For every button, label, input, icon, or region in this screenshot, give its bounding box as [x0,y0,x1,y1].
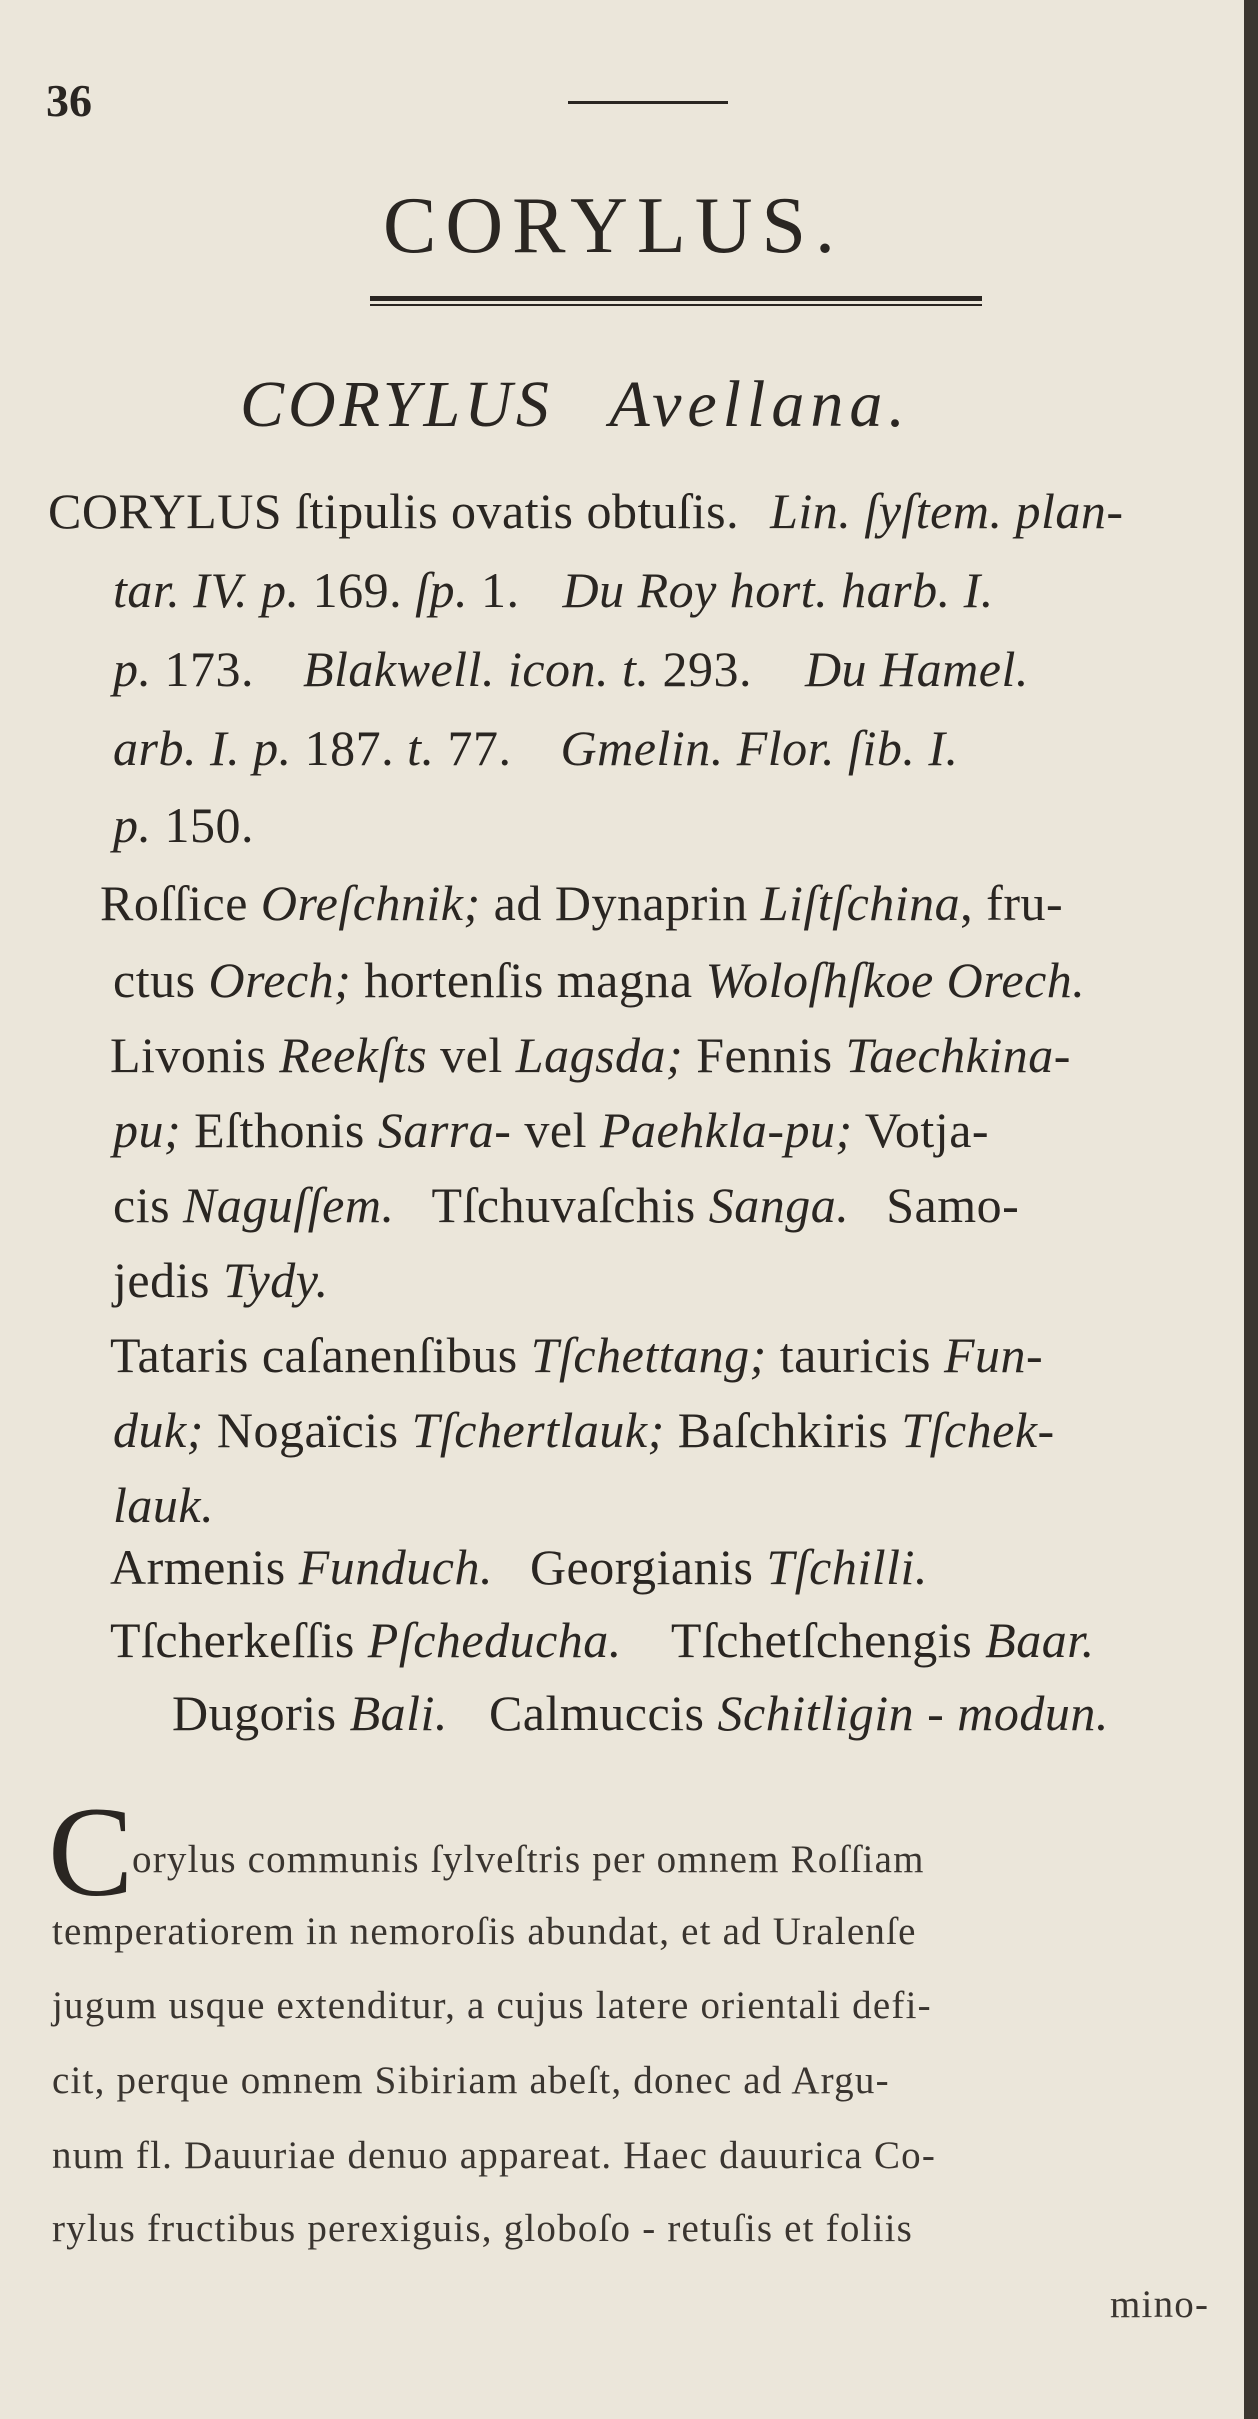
language-name: Dugoris [172,1685,337,1741]
language-name: Nogaïcis [216,1402,399,1458]
synonym-text: CORYLUS ſtipulis ovatis obtuſis. [48,483,740,539]
vernacular-name: Bali. [349,1685,448,1741]
drop-cap: C [48,1781,134,1923]
synonym-citation: p. [113,641,152,697]
vernacular-text: vel [440,1027,503,1083]
vernacular-name: Baar. [985,1612,1095,1668]
vernacular-line [113,1402,1055,1458]
vernacular-line [110,1539,928,1595]
synonym-number: 173. [164,641,254,697]
synonymy-line [113,562,994,618]
catchword: mino- [1110,2283,1210,2326]
synonym-number: 187. [304,720,395,776]
vernacular-name: duk; [113,1402,204,1458]
vernacular-text: ctus [113,952,196,1008]
vernacular-name: Tſchettang; [530,1327,767,1383]
synonymy-line [113,797,254,853]
vernacular-line [113,1252,329,1308]
vernacular-line [110,1612,1095,1668]
vernacular-line [110,1027,1071,1083]
language-name: Roſſice [100,875,248,931]
language-name: Armenis [110,1539,286,1595]
paragraph-line: temperatiorem in nemoroſis abundat, et ad Uralenſe [52,1910,917,1953]
vernacular-name: Woloſhſkoe Orech. [705,952,1086,1008]
vernacular-name: Taechkina- [845,1027,1071,1083]
vernacular-name: Oreſchnik; [260,875,481,931]
synonym-citation: Gmelin. Flor. ſib. I. [560,720,959,776]
synonym-citation: Du Hamel. [804,641,1029,697]
language-name: ad Dynaprin [493,875,748,931]
synonym-citation: Du Roy hort. harb. I. [562,562,994,618]
language-name: Samo- [886,1177,1020,1233]
vernacular-name: pu; [113,1102,182,1158]
language-name: Fennis [696,1027,833,1083]
language-name: Tataris caſanenſibus [110,1327,518,1383]
synonym-citation: Lin. ſyſtem. plan- [770,483,1124,539]
vernacular-text: , fru- [960,875,1064,931]
language-name: Tſchetſchengis [670,1612,973,1668]
vernacular-name: Schitligin - modun. [717,1685,1109,1741]
vernacular-line [113,1102,990,1158]
vernacular-name: Tſchek- [901,1402,1055,1458]
vernacular-name: lauk. [113,1477,215,1533]
vernacular-line [172,1685,1109,1741]
synonym-citation: ſp. [415,562,468,618]
synonymy-line [113,641,1029,697]
title-double-rule-bottom [370,304,982,306]
vernacular-text: hortenſis magna [364,952,693,1008]
paragraph-line: rylus fructibus perexiguis, globoſo - retuſis et foliis [52,2207,914,2250]
synonym-citation: p. [113,797,152,853]
synonym-number: 150. [164,797,254,853]
language-name: Baſchkiris [677,1402,889,1458]
vernacular-name: Tſchilli. [766,1539,928,1595]
vernacular-name: Paehkla-pu; [600,1102,853,1158]
language-name: Livonis [110,1027,267,1083]
header-rule [568,101,728,104]
vernacular-line [100,875,1064,931]
synonym-citation: tar. IV. p. [113,562,300,618]
paragraph-line: num fl. Dauuriae denuo appareat. Haec dauurica Co- [52,2134,937,2177]
language-name: Georgianis [529,1539,754,1595]
paragraph-line: orylus communis ſylveſtris per omnem Roſſiam [132,1838,925,1881]
synonym-number: 169. [312,562,403,618]
paragraph-line: jugum usque extenditur, a cujus latere orientali defi- [52,1984,932,2027]
vernacular-name: Funduch. [298,1539,493,1595]
title-double-rule-top [370,296,982,301]
language-name: cis [113,1177,171,1233]
vernacular-text: vel [524,1102,588,1158]
language-name: Votja- [864,1102,990,1158]
species-epithet: Avellana. [609,368,911,441]
page-number: 36 [46,75,92,126]
paragraph-line: cit, perque omnem Sibiriam abeſt, donec ad Argu- [52,2059,890,2102]
vernacular-name: Naguſſem. [183,1177,395,1233]
vernacular-name: Tydy. [222,1252,329,1308]
vernacular-name: Sanga. [708,1177,850,1233]
language-name: Eſthonis [194,1102,365,1158]
synonym-citation: arb. I. p. [113,720,292,776]
vernacular-line [113,1477,215,1533]
species-heading [240,368,911,441]
page-edge [1244,0,1258,2419]
species-genus: CORYLUS [240,368,553,441]
synonymy-line [113,720,959,776]
genus-title: CORYLUS. [383,182,844,270]
synonym-citation: t. [407,720,435,776]
language-name: jedis [113,1252,210,1308]
language-name: Calmuccis [488,1685,705,1741]
vernacular-name: Orech; [208,952,352,1008]
vernacular-line [113,1177,1020,1233]
vernacular-line [113,952,1086,1008]
language-name: Tſcherkeſſis [110,1612,355,1668]
vernacular-name: Tſchertlauk; [411,1402,665,1458]
language-name: tauricis [779,1327,931,1383]
synonymy-line [48,483,1124,539]
synonym-citation: Blakwell. icon. t. [303,641,650,697]
vernacular-line [110,1327,1044,1383]
synonym-number: 1. [480,562,520,618]
language-name: Tſchuvaſchis [431,1177,696,1233]
synonym-number: 77. [447,720,512,776]
vernacular-name: Fun- [943,1327,1044,1383]
synonym-number: 293. [662,641,752,697]
vernacular-name: Pſcheducha. [367,1612,622,1668]
vernacular-name: Reekſts [279,1027,428,1083]
vernacular-name: Sarra- [377,1102,512,1158]
vernacular-name: Liſtſchina [760,875,961,931]
vernacular-name: Lagsda; [515,1027,684,1083]
